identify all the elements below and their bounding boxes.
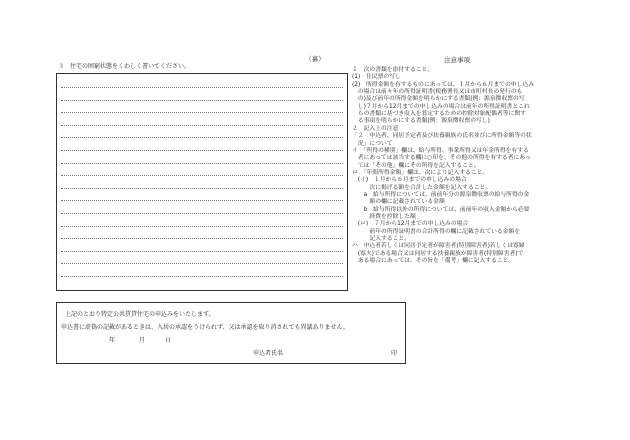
writing-line <box>61 137 343 138</box>
notes-line: らの書類に基づき収入を算定するための控除対象配偶者等に関す <box>352 111 526 118</box>
notes-line: 者にあっては該当する欄に○印を、その他の所得を有する者にあっ <box>352 155 531 162</box>
notes-line: (1) 住民票の写し <box>352 74 401 81</box>
declaration-box <box>56 302 406 364</box>
notes-line: 次に掲げる額を合計した金額を記入すること。 <box>352 184 492 191</box>
date-month-label: 月 <box>139 337 146 344</box>
notes-line: (イ) １月から６月までの申し込みの場合 <box>352 177 467 184</box>
notes-line: a 給与所得については、前前年分の源泉徴収票の給与所得の金 <box>352 191 530 198</box>
notes-line: b 給与所得以外の所得については、前前年の収入金額から必要 <box>352 206 530 213</box>
writing-line <box>61 263 343 264</box>
applicant-name-label: 申込者氏名 <box>253 350 284 357</box>
declaration-line-2: 申込書に虚偽の記載があるときは、入居の承認をうけられず、又は承認を取り消されても異議ありません。 <box>61 324 349 331</box>
notes-line: １ 次の書類を添付すること。 <box>352 67 434 73</box>
date-day-label: 日 <box>165 337 172 344</box>
notes-line: 前年の所得証明書の合計所得の欄に記載されている金額を <box>352 228 521 235</box>
notes-line: イ 「所得の種別」欄は、給与所得、事業所得又は年金所得を有する <box>352 147 529 154</box>
notes-line: ては「その他」欄にその所得を記入すること。 <box>352 162 480 169</box>
notes-line: の場合は前々年の所得証明書(税務署長又は市町村長の発行のも <box>352 89 523 96</box>
writing-line <box>61 87 343 88</box>
declaration-line-1: 上記のとおり特定公共賃貸住宅の申込みをいたします。 <box>65 311 215 318</box>
notes-line: 経費を控除した額 <box>352 214 416 220</box>
writing-line <box>61 150 343 151</box>
notes-heading: 注意事項 <box>444 56 470 64</box>
notes-line: (2) 所得金額を有するものにあっては、１月から６月までの申し込み <box>352 81 535 88</box>
notes-line: ロ 「年間所得金額」欄は、次により記入すること。 <box>352 169 489 176</box>
housing-condition-heading: ３ 住宅の困窮状態をくわしく書いてください。 <box>58 63 191 70</box>
writing-line <box>61 226 343 227</box>
date-year-label: 年 <box>109 337 116 344</box>
notes-line: (寡夫)である場合又は同居する扶養親族が障害者(特別障害者)で <box>352 250 524 257</box>
notes-line: ハ 申込者若しくは同居予定者が障害者(特別障害者)若しくは寡婦 <box>352 243 525 250</box>
writing-line <box>61 238 343 239</box>
writing-line <box>61 251 343 252</box>
writing-line <box>61 276 343 277</box>
writing-line <box>61 188 343 189</box>
writing-line <box>61 213 343 214</box>
notes-line: 況」について <box>352 140 393 147</box>
notes-line: ２ 記入上の注意 <box>352 125 399 132</box>
page-heading: （裏） <box>305 55 325 63</box>
notes-line: 記入すること。 <box>352 236 410 243</box>
seal-label: 印 <box>391 350 398 357</box>
notes-line: る事項を明らかにする書類(例：源泉徴収票の写し) <box>352 118 490 125</box>
notes-line: 額の欄に記載されている金額 <box>352 199 445 206</box>
writing-line <box>61 163 343 164</box>
notes-line: (ロ) ７月から12月までの申し込みの場合 <box>352 221 469 228</box>
housing-condition-writing-lines <box>61 74 343 290</box>
notes-line: し)７月から12月までの申し込みの場合は前年の所得証明書とこれ <box>352 103 530 110</box>
writing-line <box>61 125 343 126</box>
notes-line: ある場合にあっては、その旨を「備考」欄に記入すること。 <box>352 258 515 265</box>
notes-line: 「２ 申込者、同居予定者及び扶養親族の氏名並びに所得金額等の状 <box>352 133 532 140</box>
notes-line: の)及び前年の所得金額を明らかにする書類(例：源泉徴収票の写 <box>352 96 525 103</box>
writing-line <box>61 200 343 201</box>
writing-line <box>61 100 343 101</box>
writing-line <box>61 175 343 176</box>
writing-line <box>61 112 343 113</box>
housing-condition-box[interactable] <box>56 73 348 291</box>
